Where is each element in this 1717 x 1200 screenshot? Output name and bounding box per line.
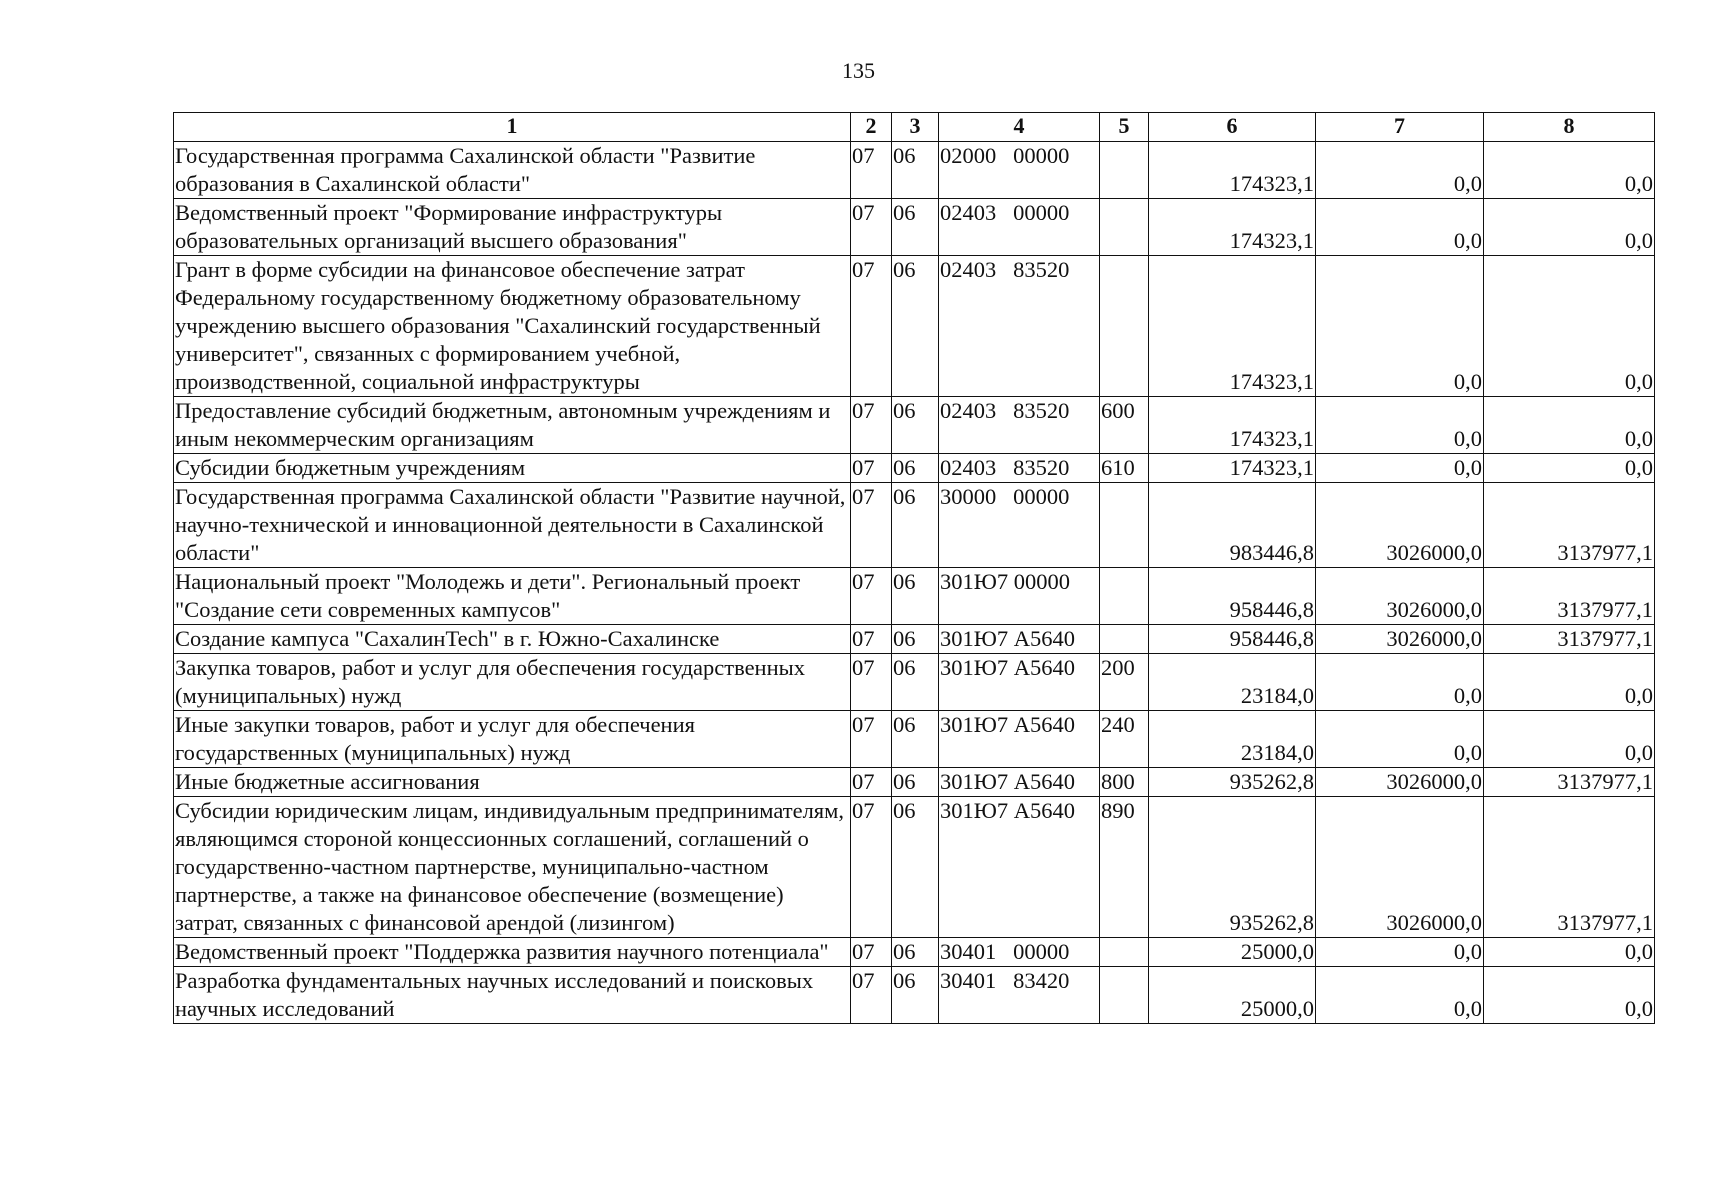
row-section-code: 07 xyxy=(851,768,892,797)
row-amount-col8: 0,0 xyxy=(1484,199,1655,256)
row-subsection-code: 06 xyxy=(892,768,939,797)
table-row xyxy=(174,142,1655,199)
row-target-code: 301Ю7 А5640 xyxy=(939,625,1100,654)
column-header: 7 xyxy=(1316,113,1484,142)
row-amount-col7: 3026000,0 xyxy=(1316,768,1484,797)
row-amount-col8: 0,0 xyxy=(1484,256,1655,397)
table-row xyxy=(174,199,1655,256)
row-amount-col6: 935262,8 xyxy=(1149,797,1316,938)
row-section-code: 07 xyxy=(851,568,892,625)
row-amount-col6: 174323,1 xyxy=(1149,142,1316,199)
row-expense-type-code: 240 xyxy=(1100,711,1149,768)
row-target-code: 301Ю7 А5640 xyxy=(939,711,1100,768)
row-amount-col7: 0,0 xyxy=(1316,711,1484,768)
row-expense-type-code xyxy=(1100,938,1149,967)
row-name: Иные закупки товаров, работ и услуг для обеспечения государственных (муниципальных) нужд xyxy=(174,711,851,768)
row-amount-col6: 958446,8 xyxy=(1149,568,1316,625)
row-amount-col7: 3026000,0 xyxy=(1316,625,1484,654)
row-name: Грант в форме субсидии на финансовое обеспечение затрат Федеральному государственному бюджетному образовательному учреждению высшего образования "Сахалинский государственный университет", связанных с формированием учебной, производственной, социальной инфраструктуры xyxy=(174,256,851,397)
row-amount-col8: 0,0 xyxy=(1484,397,1655,454)
row-amount-col6: 958446,8 xyxy=(1149,625,1316,654)
row-amount-col8: 3137977,1 xyxy=(1484,625,1655,654)
table-row xyxy=(174,797,1655,938)
row-expense-type-code: 600 xyxy=(1100,397,1149,454)
row-name: Национальный проект "Молодежь и дети". Региональный проект "Создание сети современных кампусов" xyxy=(174,568,851,625)
row-name: Ведомственный проект "Поддержка развития научного потенциала" xyxy=(174,938,851,967)
row-section-code: 07 xyxy=(851,397,892,454)
row-amount-col6: 23184,0 xyxy=(1149,654,1316,711)
row-name: Закупка товаров, работ и услуг для обеспечения государственных (муниципальных) нужд xyxy=(174,654,851,711)
row-expense-type-code xyxy=(1100,625,1149,654)
row-amount-col8: 0,0 xyxy=(1484,711,1655,768)
row-amount-col8: 0,0 xyxy=(1484,142,1655,199)
row-expense-type-code: 890 xyxy=(1100,797,1149,938)
column-header: 1 xyxy=(174,113,851,142)
row-amount-col8: 0,0 xyxy=(1484,967,1655,1024)
column-header: 8 xyxy=(1484,113,1655,142)
row-amount-col8: 3137977,1 xyxy=(1484,568,1655,625)
row-amount-col7: 0,0 xyxy=(1316,256,1484,397)
row-amount-col7: 0,0 xyxy=(1316,454,1484,483)
row-amount-col7: 0,0 xyxy=(1316,397,1484,454)
row-section-code: 07 xyxy=(851,797,892,938)
row-section-code: 07 xyxy=(851,938,892,967)
table-row xyxy=(174,454,1655,483)
table-row xyxy=(174,483,1655,568)
row-name: Разработка фундаментальных научных исследований и поисковых научных исследований xyxy=(174,967,851,1024)
row-amount-col7: 3026000,0 xyxy=(1316,483,1484,568)
row-amount-col8: 0,0 xyxy=(1484,654,1655,711)
row-subsection-code: 06 xyxy=(892,256,939,397)
row-amount-col6: 25000,0 xyxy=(1149,938,1316,967)
row-expense-type-code xyxy=(1100,483,1149,568)
column-header: 2 xyxy=(851,113,892,142)
row-name: Субсидии юридическим лицам, индивидуальным предпринимателям, являющимся стороной концессионных соглашений, соглашений о государственно-частном партнерстве, муниципально-частном партнерстве, а также на финансовое обеспечение (возмещение) затрат, связанных с финансовой арендой (лизингом) xyxy=(174,797,851,938)
table-row xyxy=(174,256,1655,397)
table-row xyxy=(174,938,1655,967)
page-number: 135 xyxy=(842,58,875,83)
row-amount-col8: 3137977,1 xyxy=(1484,797,1655,938)
row-amount-col8: 0,0 xyxy=(1484,938,1655,967)
table-row xyxy=(174,397,1655,454)
budget-table xyxy=(173,112,1655,1024)
row-amount-col7: 0,0 xyxy=(1316,654,1484,711)
row-amount-col7: 0,0 xyxy=(1316,967,1484,1024)
row-subsection-code: 06 xyxy=(892,967,939,1024)
row-expense-type-code xyxy=(1100,142,1149,199)
row-target-code: 301Ю7 А5640 xyxy=(939,797,1100,938)
row-amount-col6: 23184,0 xyxy=(1149,711,1316,768)
row-target-code: 30401 00000 xyxy=(939,938,1100,967)
column-header: 6 xyxy=(1149,113,1316,142)
table-row xyxy=(174,625,1655,654)
row-expense-type-code xyxy=(1100,199,1149,256)
row-name: Государственная программа Сахалинской области "Развитие образования в Сахалинской области" xyxy=(174,142,851,199)
row-amount-col7: 0,0 xyxy=(1316,199,1484,256)
row-expense-type-code: 610 xyxy=(1100,454,1149,483)
row-section-code: 07 xyxy=(851,256,892,397)
row-section-code: 07 xyxy=(851,199,892,256)
row-amount-col6: 174323,1 xyxy=(1149,199,1316,256)
row-subsection-code: 06 xyxy=(892,711,939,768)
row-name: Создание кампуса "СахалинTech" в г. Южно-Сахалинске xyxy=(174,625,851,654)
row-amount-col8: 3137977,1 xyxy=(1484,768,1655,797)
row-subsection-code: 06 xyxy=(892,142,939,199)
table-row xyxy=(174,568,1655,625)
row-subsection-code: 06 xyxy=(892,397,939,454)
row-target-code: 301Ю7 А5640 xyxy=(939,654,1100,711)
row-amount-col8: 3137977,1 xyxy=(1484,483,1655,568)
row-name: Субсидии бюджетным учреждениям xyxy=(174,454,851,483)
row-name: Иные бюджетные ассигнования xyxy=(174,768,851,797)
row-amount-col6: 174323,1 xyxy=(1149,397,1316,454)
table-header-row xyxy=(174,113,1655,142)
row-expense-type-code xyxy=(1100,967,1149,1024)
row-amount-col7: 0,0 xyxy=(1316,142,1484,199)
row-subsection-code: 06 xyxy=(892,568,939,625)
table-row xyxy=(174,967,1655,1024)
row-name: Ведомственный проект "Формирование инфраструктуры образовательных организаций высшего образования" xyxy=(174,199,851,256)
row-subsection-code: 06 xyxy=(892,797,939,938)
row-amount-col7: 3026000,0 xyxy=(1316,568,1484,625)
row-amount-col6: 174323,1 xyxy=(1149,256,1316,397)
row-section-code: 07 xyxy=(851,142,892,199)
row-amount-col7: 0,0 xyxy=(1316,938,1484,967)
row-section-code: 07 xyxy=(851,483,892,568)
row-amount-col7: 3026000,0 xyxy=(1316,797,1484,938)
row-expense-type-code xyxy=(1100,256,1149,397)
table-row xyxy=(174,711,1655,768)
row-subsection-code: 06 xyxy=(892,199,939,256)
row-subsection-code: 06 xyxy=(892,625,939,654)
row-section-code: 07 xyxy=(851,625,892,654)
row-amount-col6: 983446,8 xyxy=(1149,483,1316,568)
column-header: 4 xyxy=(939,113,1100,142)
row-subsection-code: 06 xyxy=(892,483,939,568)
row-subsection-code: 06 xyxy=(892,938,939,967)
row-target-code: 02000 00000 xyxy=(939,142,1100,199)
column-header: 3 xyxy=(892,113,939,142)
row-subsection-code: 06 xyxy=(892,454,939,483)
row-target-code: 02403 83520 xyxy=(939,454,1100,483)
row-amount-col6: 174323,1 xyxy=(1149,454,1316,483)
row-section-code: 07 xyxy=(851,454,892,483)
row-amount-col8: 0,0 xyxy=(1484,454,1655,483)
row-expense-type-code xyxy=(1100,568,1149,625)
row-subsection-code: 06 xyxy=(892,654,939,711)
row-name: Предоставление субсидий бюджетным, автономным учреждениям и иным некоммерческим организациям xyxy=(174,397,851,454)
row-target-code: 30401 83420 xyxy=(939,967,1100,1024)
row-amount-col6: 25000,0 xyxy=(1149,967,1316,1024)
row-expense-type-code: 200 xyxy=(1100,654,1149,711)
row-target-code: 301Ю7 А5640 xyxy=(939,768,1100,797)
column-header: 5 xyxy=(1100,113,1149,142)
row-section-code: 07 xyxy=(851,654,892,711)
table-row xyxy=(174,654,1655,711)
row-amount-col6: 935262,8 xyxy=(1149,768,1316,797)
row-target-code: 02403 83520 xyxy=(939,256,1100,397)
row-target-code: 02403 83520 xyxy=(939,397,1100,454)
table-row xyxy=(174,768,1655,797)
row-target-code: 30000 00000 xyxy=(939,483,1100,568)
row-target-code: 02403 00000 xyxy=(939,199,1100,256)
row-section-code: 07 xyxy=(851,711,892,768)
row-expense-type-code: 800 xyxy=(1100,768,1149,797)
row-section-code: 07 xyxy=(851,967,892,1024)
row-name: Государственная программа Сахалинской области "Развитие научной, научно-технической и инновационной деятельности в Сахалинской области" xyxy=(174,483,851,568)
row-target-code: 301Ю7 00000 xyxy=(939,568,1100,625)
